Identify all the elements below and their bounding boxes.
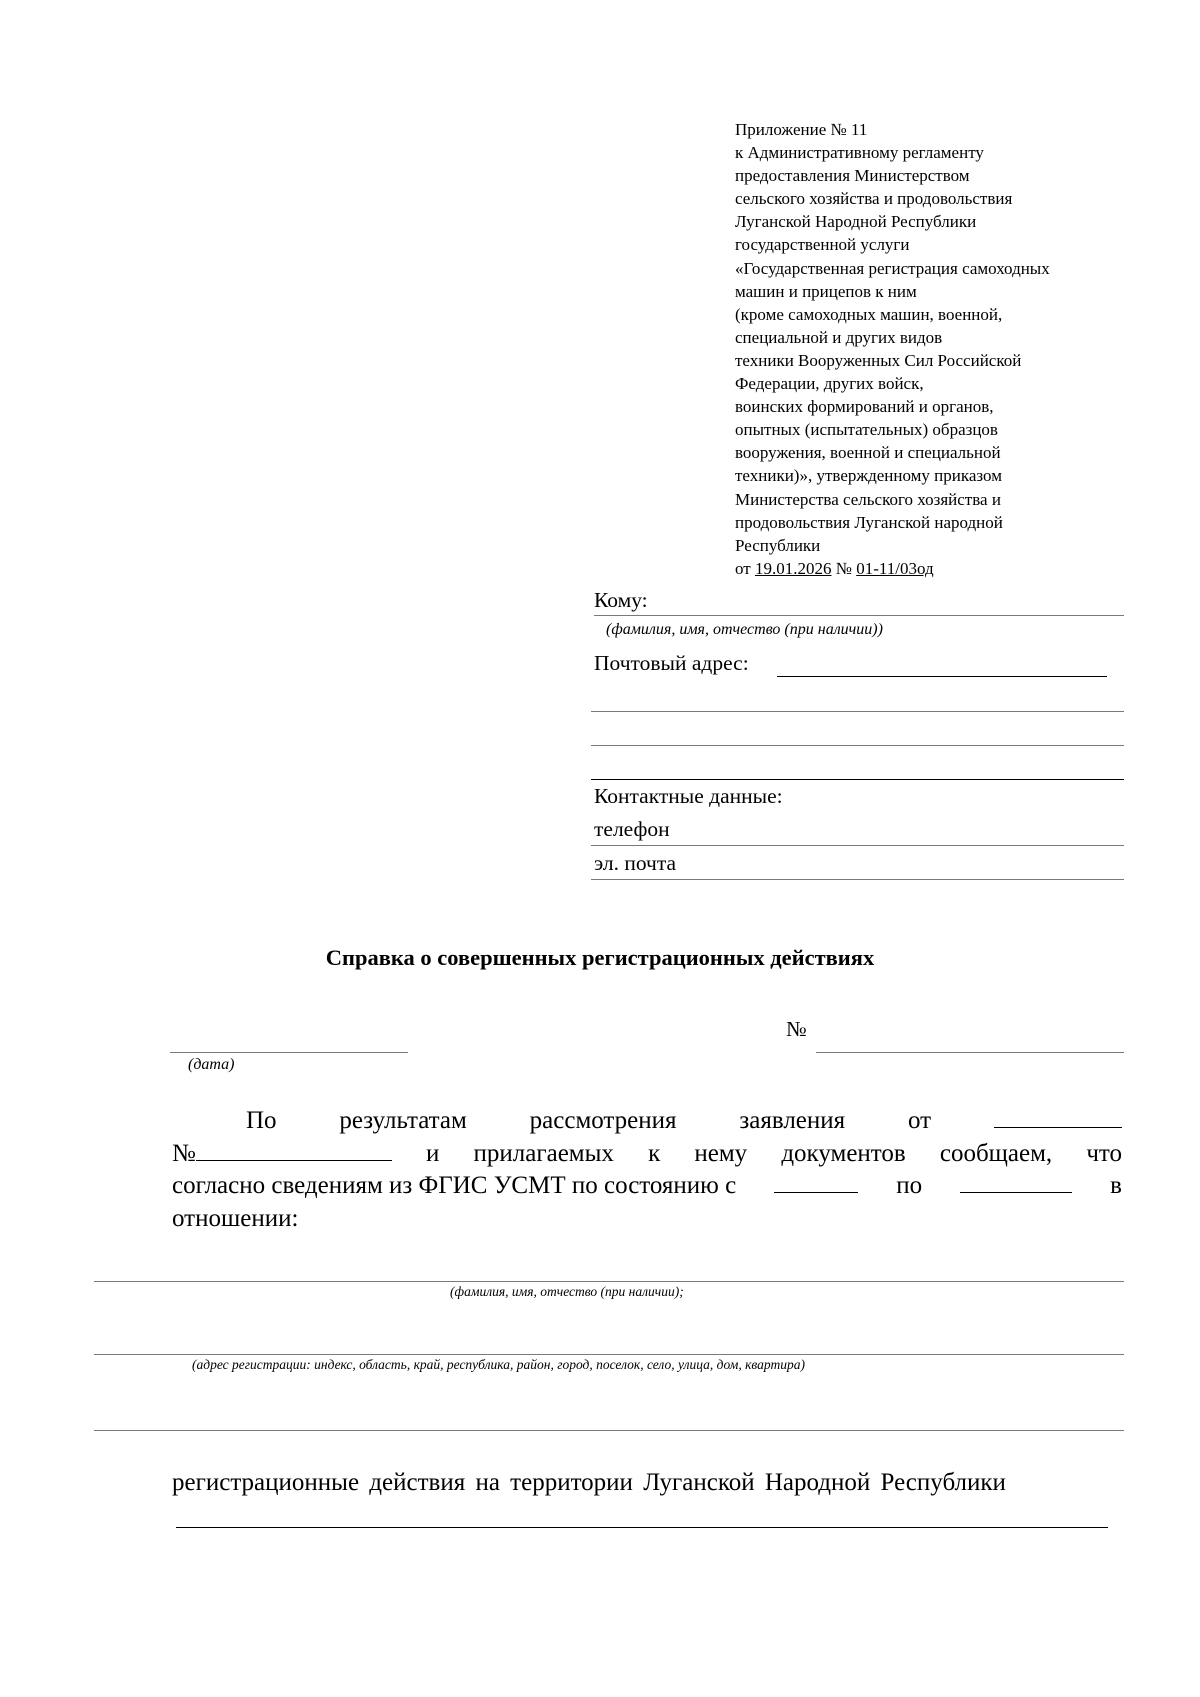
recipient-name-hint: (фамилия, имя, отчество (при наличии)) [606,621,883,638]
postal-address-line[interactable] [777,676,1107,677]
body-word: рассмотрения [529,1107,677,1134]
number-sign: № [786,1017,807,1041]
appendix-line: (кроме самоходных машин, военной, [735,304,1003,324]
body-word: и [426,1139,440,1167]
body-word: заявления [739,1107,846,1134]
date-hint: (дата) [188,1056,235,1073]
appendix-line: техники Вооруженных Сил Российской [735,350,1022,370]
recipient-name-line[interactable] [594,615,1124,616]
application-number [172,1138,392,1171]
body-word: сообщаем, [939,1139,1053,1167]
period-start-blank[interactable] [774,1170,858,1193]
body-paragraph [172,1105,1122,1235]
body-line-1 [172,1105,1122,1138]
appendix-line: специальной и других видов [735,327,943,347]
postal-address-line-2[interactable] [591,711,1124,712]
appendix-line: техники)», утвержденному приказом [735,466,1002,486]
body-word: документов [781,1139,906,1167]
postal-address-line-3[interactable] [591,745,1124,746]
period-end-blank[interactable] [960,1170,1072,1193]
appendix-line: Луганской Народной Республики [735,212,977,232]
to-label: Кому: [594,588,648,612]
appendix-line: Министерства сельского хозяйства и [735,489,1001,509]
final-result-line[interactable] [176,1527,1108,1528]
appendix-line: государственной услуги [735,235,910,255]
appendix-line: опытных (испытательных) образцов [735,420,998,440]
subject-name-line[interactable] [94,1281,1124,1282]
email-label: эл. почта [594,851,677,875]
order-date: 19.01.2026 [754,558,832,578]
order-prefix: от [735,558,755,578]
postal-address-line-4[interactable] [591,779,1124,780]
appendix-line: «Государственная регистрация самоходных [735,258,1050,278]
appendix-line: сельского хозяйства и продовольствия [735,189,1013,209]
contacts-label: Контактные данные: [594,784,783,808]
body-line-4: отношении: [172,1204,299,1232]
number-line[interactable] [816,1052,1124,1053]
date-line[interactable] [170,1052,408,1053]
email-line[interactable] [591,879,1124,880]
body-text-segment: согласно сведениям из ФГИС УСМТ по состоянию с [172,1172,737,1199]
phone-line[interactable] [591,845,1124,846]
body-word: что [1086,1139,1122,1167]
appendix-line: вооружения, военной и специальной [735,443,1001,463]
number-sign: № [172,1139,196,1167]
body-word: прилагаемых [473,1139,614,1167]
final-statement [172,1467,1122,1500]
subject-address-line-2[interactable] [94,1430,1124,1431]
appendix-line: машин и прицепов к ним [735,281,917,301]
appendix-line: к Административному регламенту [735,143,984,163]
body-word: по [896,1172,923,1199]
body-word: к [648,1139,661,1167]
phone-label: телефон [594,817,670,841]
subject-name-hint: (фамилия, имя, отчество (при наличии); [450,1284,684,1299]
body-word: По [246,1107,277,1134]
body-line-3 [172,1170,1122,1203]
body-word: в [1110,1172,1122,1199]
postal-address-label: Почтовый адрес: [594,651,749,675]
subject-address-line[interactable] [94,1354,1124,1355]
appendix-line: воинских формирований и органов, [735,397,994,417]
appendix-line: Федерации, других войск, [735,374,924,394]
body-word: результатам [339,1107,467,1134]
order-number: 01-11/03од [856,558,934,578]
appendix-line: Республики [735,535,821,555]
order-reference [735,557,1155,580]
appendix-line: предоставления Министерством [735,166,970,186]
appendix-line: Приложение № 11 [735,120,868,139]
body-line-2 [172,1138,1122,1171]
final-text: регистрационные действия на территории Луганской Народной Республики [172,1469,1006,1496]
appendix-line: продовольствия Луганской народной [735,512,1003,532]
appendix-header [735,118,1155,580]
order-number-sign: № [831,558,857,578]
subject-address-hint: (адрес регистрации: индекс, область, край, республика, район, город, поселок, село, улица, дом, квартира) [192,1357,805,1372]
application-number-blank[interactable] [196,1138,392,1161]
body-word: нему [694,1139,748,1167]
document-title: Справка о совершенных регистрационных действиях [325,945,875,970]
body-word: от [908,1107,932,1134]
application-date-blank[interactable] [994,1105,1122,1128]
